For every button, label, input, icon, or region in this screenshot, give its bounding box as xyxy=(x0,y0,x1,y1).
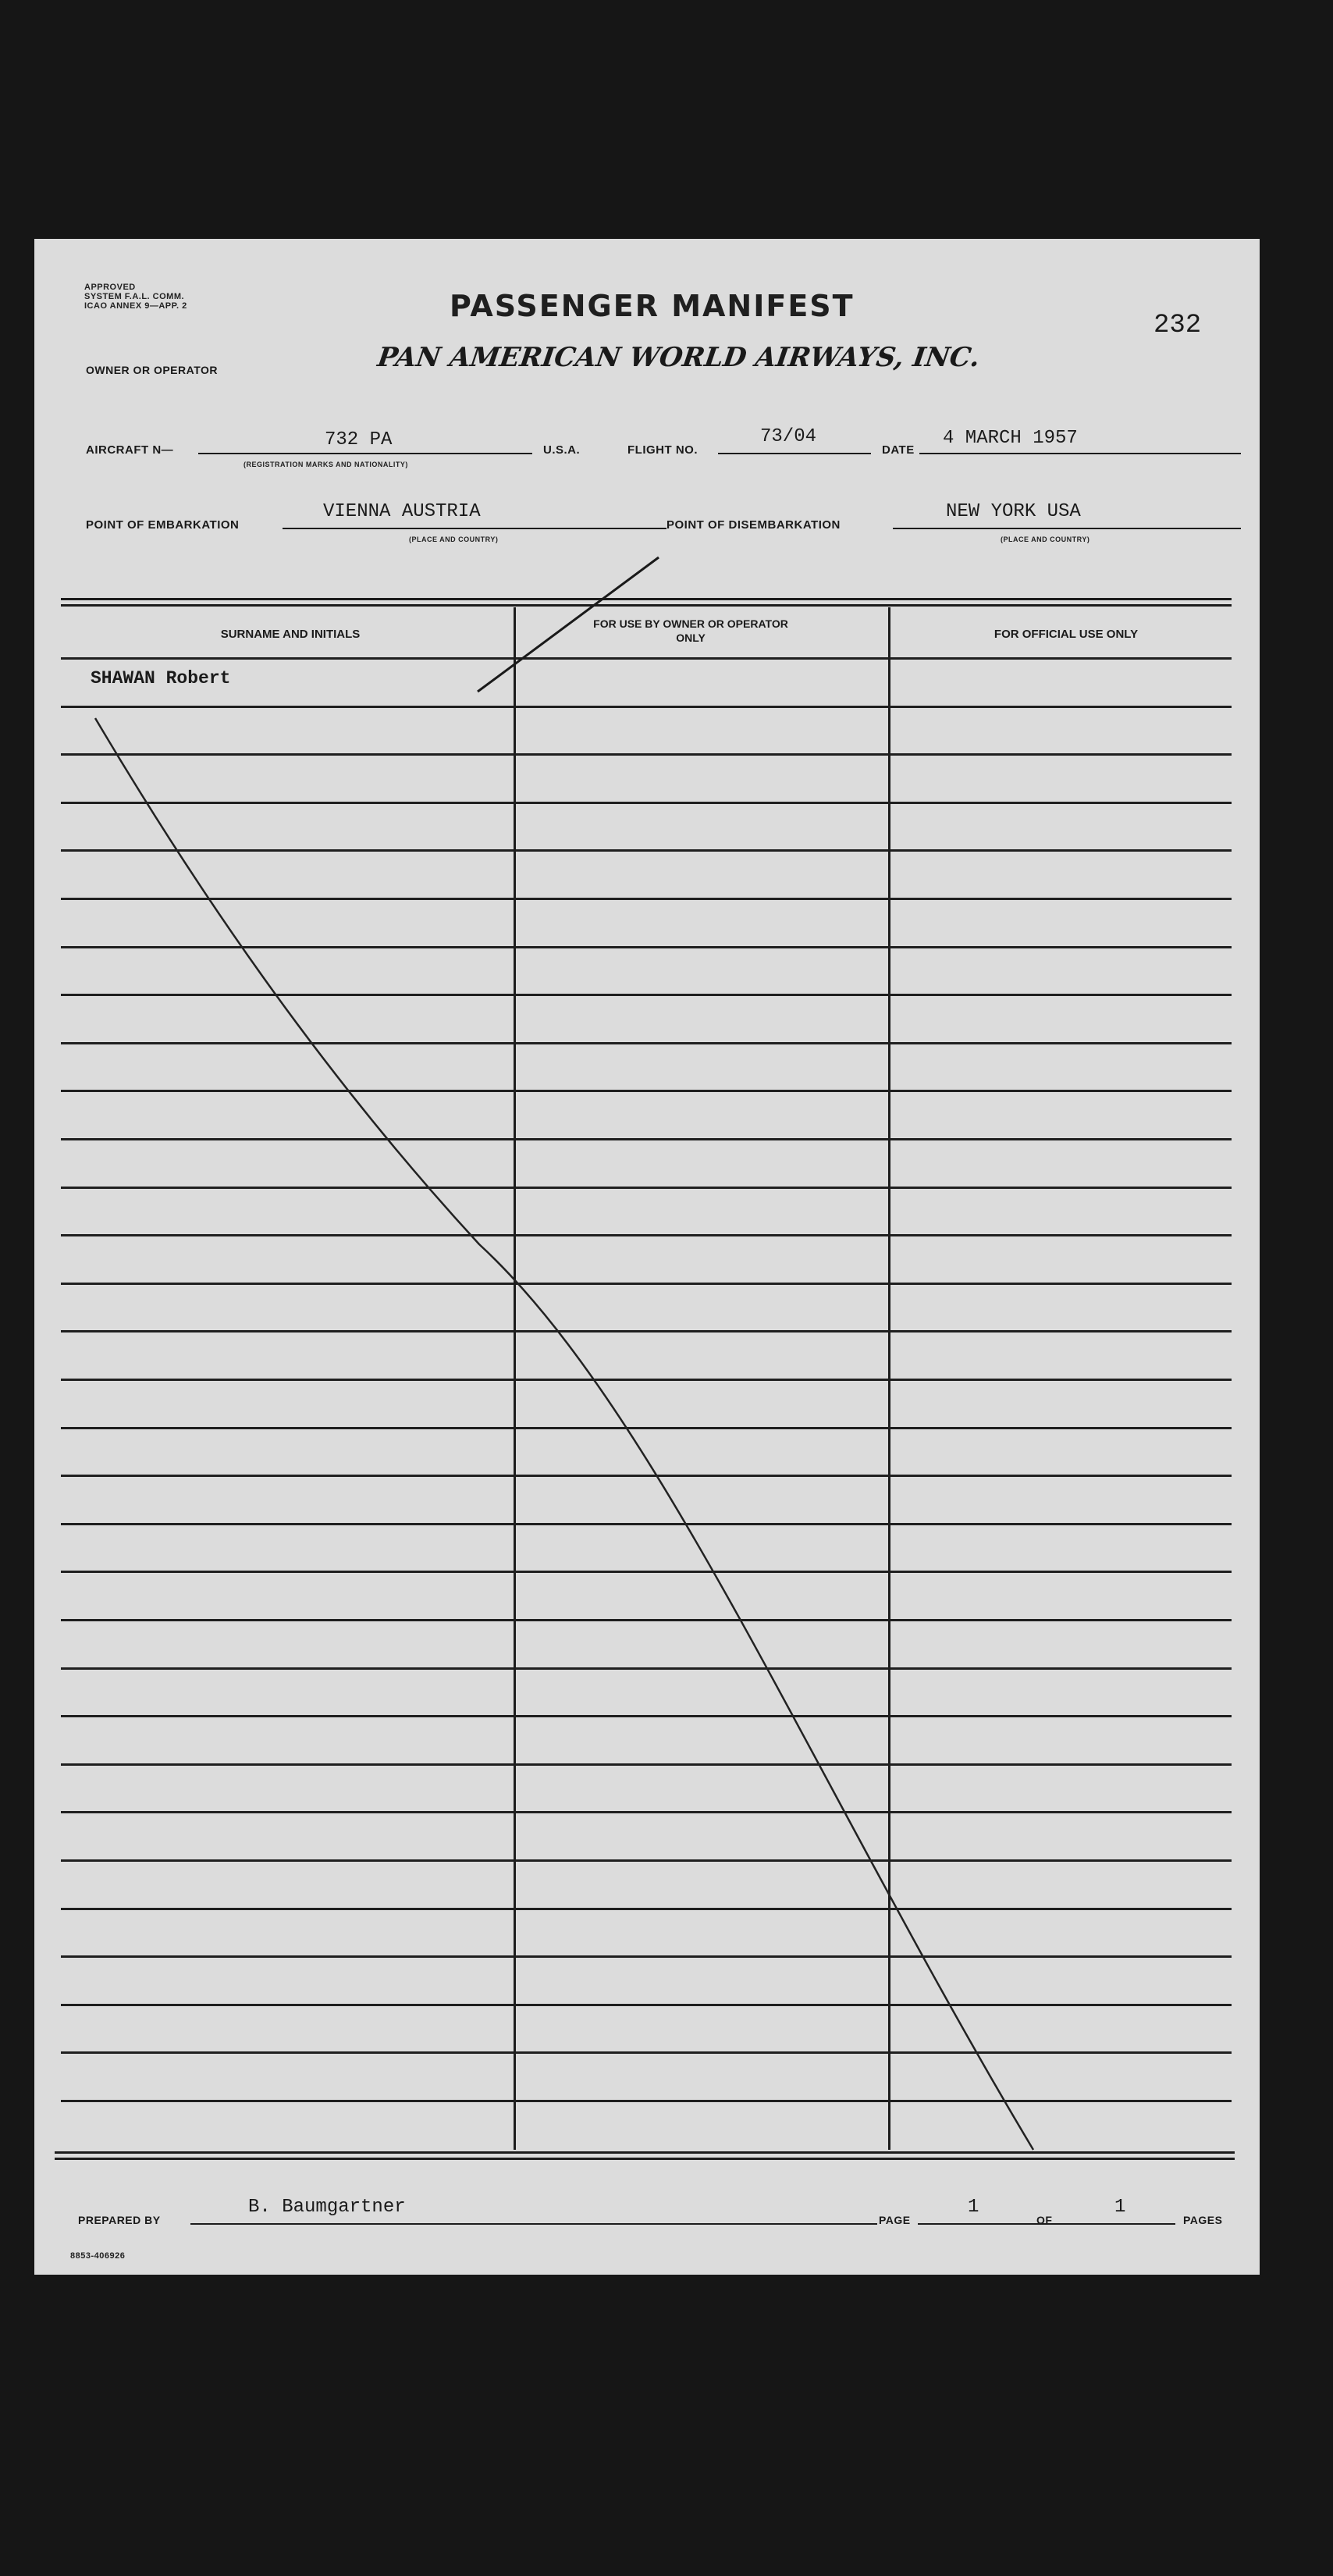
flight-label: FLIGHT NO. xyxy=(627,443,698,457)
approval-line: ICAO ANNEX 9—APP. 2 xyxy=(84,301,187,311)
table-bottom-rule xyxy=(55,2151,1235,2154)
page-title: PASSENGER MANIFEST xyxy=(450,289,855,323)
approval-line: SYSTEM F.A.L. COMM. xyxy=(84,292,185,301)
page-stamp-number: 232 xyxy=(1153,311,1202,340)
date-label: DATE xyxy=(882,443,915,457)
approval-line: APPROVED xyxy=(84,283,136,292)
nationality-label: U.S.A. xyxy=(543,443,581,457)
aircraft-value: 732 PA xyxy=(325,429,393,450)
embarkation-value: VIENNA AUSTRIA xyxy=(323,501,481,522)
of-label: OF xyxy=(1036,2214,1053,2226)
owner-label: OWNER OR OPERATOR xyxy=(86,364,218,376)
owner-name: PAN AMERICAN WORLD AIRWAYS, INC. xyxy=(375,342,982,373)
disembarkation-value: NEW YORK USA xyxy=(946,501,1081,522)
prepared-by-underline xyxy=(190,2223,877,2225)
column-header-official: FOR OFFICIAL USE ONLY xyxy=(994,628,1139,641)
aircraft-label: AIRCRAFT N— xyxy=(86,443,174,457)
disembarkation-sublabel: (PLACE AND COUNTRY) xyxy=(1001,535,1090,543)
pages-label: PAGES xyxy=(1183,2214,1223,2226)
embarkation-label: POINT OF EMBARKATION xyxy=(86,518,240,532)
disembarkation-label: POINT OF DISEMBARKATION xyxy=(666,518,841,532)
diagonal-strike-line xyxy=(95,718,1033,2150)
flight-value: 73/04 xyxy=(760,426,817,447)
form-number: 8853-406926 xyxy=(70,2251,126,2261)
page-number: 1 xyxy=(968,2197,979,2218)
of-underline xyxy=(1063,2223,1175,2225)
diagonal-strike-mark xyxy=(478,557,659,692)
column-header-surname: SURNAME AND INITIALS xyxy=(220,628,361,641)
page-label: PAGE xyxy=(879,2214,911,2226)
total-pages: 1 xyxy=(1114,2197,1126,2218)
prepared-by-label: PREPARED BY xyxy=(78,2214,161,2226)
aircraft-sublabel: (REGISTRATION MARKS AND NATIONALITY) xyxy=(243,461,408,468)
date-value: 4 MARCH 1957 xyxy=(943,428,1078,449)
manifest-sheet xyxy=(34,239,1260,2275)
embarkation-sublabel: (PLACE AND COUNTRY) xyxy=(409,535,499,543)
table-bottom-rule xyxy=(55,2158,1235,2160)
passenger-name: SHAWAN Robert xyxy=(91,668,231,688)
strike-through-lines xyxy=(34,239,1260,2275)
column-header-operator: FOR USE BY OWNER OR OPERATOR ONLY xyxy=(593,617,788,644)
prepared-by-value: B. Baumgartner xyxy=(248,2197,406,2218)
